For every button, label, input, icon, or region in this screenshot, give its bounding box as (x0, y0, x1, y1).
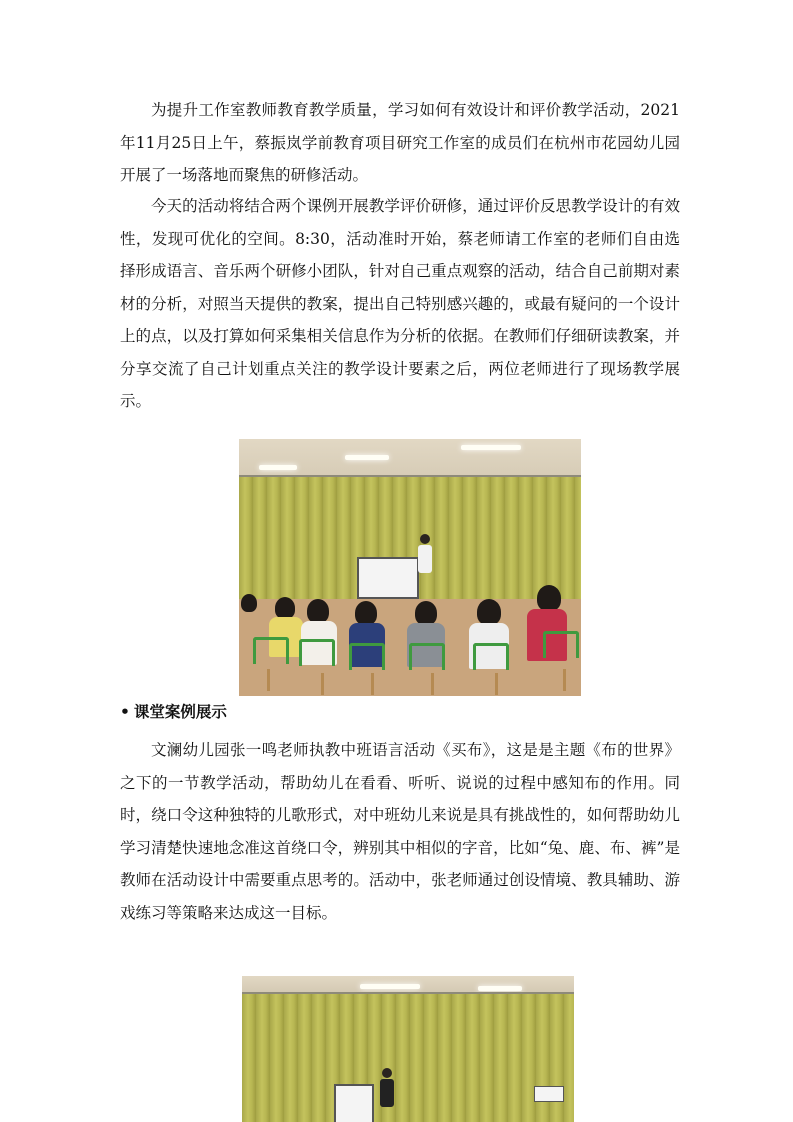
green-chair (473, 643, 509, 670)
green-chair (253, 637, 289, 664)
chair-leg (563, 669, 566, 691)
case-paragraph: 文澜幼儿园张一鸣老师执教中班语言活动《买布》，这是是主题《布的世界》之下的一节教学活动，帮助幼儿在看看、听听、说说的过程中感知布的作用。同时，绕口令这种独特的儿歌形式，对中班幼儿来说是具有挑战性的，如何帮助幼儿学习清楚快速地念准这首绕口令，辨别其中相似的字音，比如“兔、鹿、布、裤”是教师在活动设计中需要重点思考的。活动中，张老师通过创设情境、教具辅助、游戏练习等策略来达成这一目标。 (120, 741, 680, 922)
teacher (382, 1068, 392, 1078)
classroom-photo-2 (242, 976, 574, 1122)
bullet-icon: • (120, 703, 130, 721)
ceiling-light (478, 986, 522, 991)
chair-leg (321, 673, 324, 695)
teacher (418, 545, 432, 573)
green-chair (349, 643, 385, 670)
green-chair (543, 631, 579, 658)
child (415, 601, 437, 625)
activity-paragraph: 今天的活动将结合两个课例开展教学评价研修，通过评价反思教学设计的有效性，发现可优化的空间。8:30，活动准时开始，蔡老师请工作室的老师们自由选择形成语言、音乐两个研修小团队，针对自己重点观察的活动，结合自己前期对素材的分析，对照当天提供的教案，提出自己特别感兴趣的，或最有疑问的一个设计上的点，以及打算如何采集相关信息作为分析的依据。在教师们仔细研读教案，并分享交流了自己计划重点关注的教学设计要素之后，两位老师进行了现场教学展示。 (120, 197, 680, 410)
child (241, 594, 257, 612)
green-chair (299, 639, 335, 666)
chair-leg (431, 673, 434, 695)
intro-paragraph: 为提升工作室教师教育教学质量，学习如何有效设计和评价教学活动，2021年11月25日上午，蔡振岚学前教育项目研究工作室的成员们在杭州市花园幼儿园开展了一场落地而聚焦的研修活动。 (120, 101, 680, 184)
green-chair (409, 643, 445, 670)
child (355, 601, 377, 625)
child (275, 597, 295, 619)
child (307, 599, 329, 623)
yellow-curtain (242, 994, 574, 1122)
ceiling-light (360, 984, 420, 989)
child (537, 585, 561, 611)
name-sign (534, 1086, 564, 1102)
section-heading-text: 课堂案例展示 (133, 703, 227, 721)
whiteboard (334, 1084, 374, 1122)
child (477, 599, 501, 625)
chair-leg (267, 669, 270, 691)
whiteboard (357, 557, 419, 599)
classroom-photo-1 (239, 439, 581, 696)
chair-leg (495, 673, 498, 695)
ceiling-light (461, 445, 521, 450)
teacher (380, 1079, 394, 1107)
ceiling-light (259, 465, 297, 470)
chair-leg (371, 673, 374, 695)
section-heading (120, 700, 227, 722)
teacher (420, 534, 430, 544)
ceiling-light (345, 455, 389, 460)
